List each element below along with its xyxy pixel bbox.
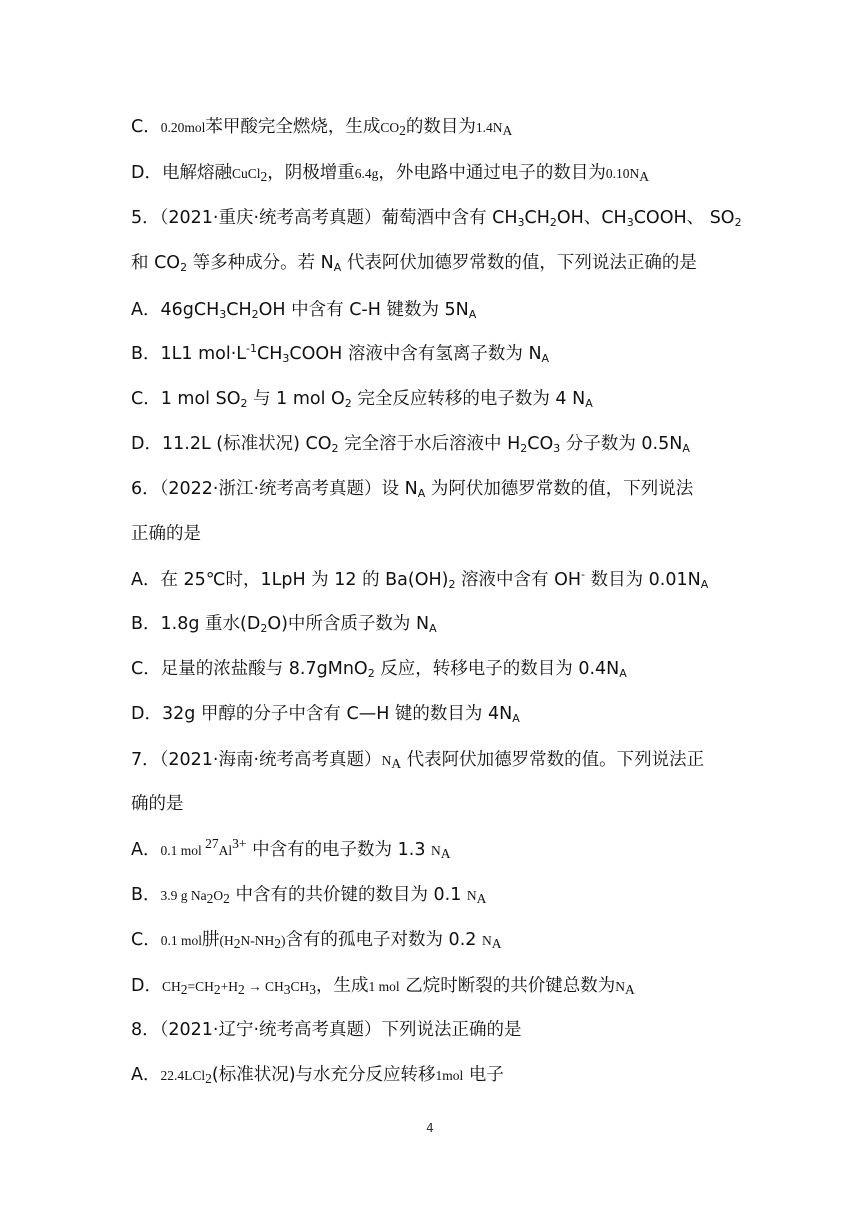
line-text: 苯甲酸完全燃烧，生成 [205,117,381,137]
item-label: A． [131,570,161,590]
script-text: 2 [240,397,248,410]
text-line [131,298,751,322]
item-label: 5． [131,208,160,228]
line-text: （2021·重庆·统考高考真题）葡萄酒中含有 CH [159,208,518,228]
formula-text: A [491,936,502,951]
formula-text: 3+ [232,836,247,851]
formula-text: 22.4LCl [160,1068,206,1083]
item-label: B． [131,344,161,364]
formula-text: 0.10N [605,166,640,181]
text-line [131,1018,751,1042]
formula-text: CH [161,979,181,994]
formula-text: 2 [399,123,406,138]
line-text: 等多种成分。若 N [187,253,334,273]
formula-text: 2 [206,891,214,906]
formula-text: A [476,891,487,906]
formula-text: ) [281,933,286,948]
formula-text: 1mol [435,1068,464,1083]
line-text: 电子 [463,1065,504,1085]
formula-text: Al [218,843,233,858]
formula-text: 3 [283,982,291,997]
line-text: 中含有的共价键的数目为 0.1 [229,885,467,905]
line-text: 含有的孤电子对数为 0.2 [285,930,482,950]
page-number: 4 [426,1121,434,1135]
line-text: ，外电路中通过电子的数目为 [378,163,606,183]
line-text: 1.8g 重水(D [160,614,261,634]
formula-text: CuCl [231,166,261,181]
line-text: （2021·辽宁·统考高考真题）下列说法正确的是 [159,1020,522,1040]
formula-text: 2 [233,936,241,951]
formula-text: =CH [187,979,214,994]
script-text: A [585,397,593,410]
line-text: 溶液中含有 OH [455,570,582,590]
line-text: 1L1 mol·L [160,344,247,364]
formula-text: 6.4g [354,166,379,181]
text-line [131,883,751,908]
formula-text: +H [220,979,238,994]
line-text: OH 中含有 C-H 键数为 5N [258,300,469,320]
script-text: 2 [251,308,259,321]
line-text: 足量的浓盐酸与 8.7gMnO [160,659,368,679]
script-text: 2 [520,442,528,455]
text-line [131,1063,751,1088]
formula-text: 0.1 mol [160,933,202,948]
line-text: 反应，转移电子的数目为 0.4N [374,659,620,679]
script-text: 3 [282,352,290,365]
line-text: 1 mol SO [160,389,241,409]
text-line [131,568,751,592]
script-text: A [700,578,709,591]
text-line [131,838,751,863]
line-text: 46gCH [160,300,220,320]
line-text: 完全溶于水后溶液中 H [338,434,521,454]
script-text: 2 [367,667,375,680]
formula-text: 2 [238,982,245,997]
line-text: 11.2L (标准状况) CO [161,434,332,454]
line-text: ，生成 [316,976,369,996]
item-label: C． [131,930,161,950]
text-line [131,387,751,411]
line-text: 完全反应转移的电子数为 4 N [351,389,586,409]
script-text: 2 [331,442,339,455]
script-text: - [581,568,586,581]
item-label: 7． [131,750,160,770]
script-text: -1 [246,342,257,355]
formula-text: 2 [180,982,188,997]
item-label: D． [131,976,162,996]
formula-text: → CH [244,979,284,994]
script-text: A [417,487,426,500]
item-label: A． [131,840,161,860]
text-line [131,792,751,816]
line-text: 数目为 0.01N [585,570,701,590]
item-label: B． [131,885,161,905]
script-text: 3 [626,216,634,229]
line-text: (标准状况)与水充分反应转移 [211,1065,436,1085]
script-text: A [619,667,627,680]
formula-text: O [213,888,224,903]
item-label: 6． [131,479,160,499]
text-line [131,342,751,366]
text-line [131,522,751,546]
formula-text: 2 [274,936,281,951]
text-line [131,928,751,953]
formula-text: 2 [223,891,230,906]
formula-text: CO [380,120,400,135]
line-text: 与 1 mol O [247,389,345,409]
script-text: 2 [448,578,456,591]
script-text: 2 [734,216,742,229]
formula-text: 1.4N [475,120,503,135]
line-text: 为阿伏加德罗常数的值，下列说法 [425,479,694,499]
formula-text: CH [290,979,310,994]
line-text: 确的是 [131,794,184,814]
script-text: A [333,261,342,274]
formula-text: 2 [213,982,221,997]
formula-text: A [624,982,635,997]
text-line [131,161,751,186]
text-line [131,657,751,681]
formula-text: 0.20mol [160,120,206,135]
item-label: D． [131,704,162,724]
script-text: A [429,622,437,635]
line-text: 电解熔融 [161,163,232,183]
item-label: C． [131,117,161,137]
script-text: 3 [219,308,227,321]
formula-text: A [639,169,649,184]
formula-text: N [431,843,441,858]
text-line [131,748,751,773]
script-text: A [512,712,520,725]
text-line [131,702,751,726]
line-text: CO [527,434,554,454]
line-text: O)中所含质子数为 N [267,614,430,634]
item-label: A． [131,1065,161,1085]
line-text: （2022·浙江·统考高考真题）设 N [159,479,418,499]
text-line [131,251,751,275]
item-label: C． [131,659,161,679]
script-text: 3 [553,442,561,455]
item-label: C． [131,389,161,409]
script-text: 2 [180,261,188,274]
line-text: 中含有的电子数为 1.3 [246,840,432,860]
script-text: 2 [260,622,268,635]
formula-text: 0.1 mol [160,843,206,858]
formula-text: A [440,846,451,861]
script-text: A [468,308,477,321]
script-text: 3 [517,216,525,229]
script-text: 2 [549,216,557,229]
line-text: 在 25℃时，1LpH 为 12 的 Ba(OH) [160,570,449,590]
formula-text: 3.9 g Na [160,888,207,903]
line-text: 分子数为 0.5N [560,434,683,454]
formula-text: (H [219,933,234,948]
item-label: D． [131,163,162,183]
formula-text: 3 [309,982,317,997]
line-text: COOH、 SO [633,208,735,228]
script-text: 2 [344,397,352,410]
text-line [131,432,751,456]
line-text: 代表阿伏加德罗常数的值。下列说法正 [401,750,705,770]
line-text: 乙烷时断裂的共价键总数为 [399,976,616,996]
formula-text: 2 [260,169,268,184]
line-text: 正确的是 [131,524,201,544]
line-text: CH [257,344,283,364]
line-text: 的数目为 [405,117,476,137]
item-label: 8． [131,1020,160,1040]
item-label: B． [131,614,161,634]
text-line [131,206,751,230]
item-label: A． [131,300,161,320]
line-text: 32g 甲醇的分子中含有 C—H 键的数目为 4N [161,704,513,724]
formula-text: N [381,753,392,768]
line-text: （2021·海南·统考高考真题） [159,750,382,770]
line-text: CH [524,208,550,228]
formula-text: A [502,123,513,138]
line-text: 代表阿伏加德罗常数的值，下列说法正确的是 [341,253,697,273]
text-line [131,477,751,501]
formula-text: 27 [205,836,219,851]
script-text: A [682,442,690,455]
line-text: OH、CH [556,208,627,228]
formula-text: 2 [205,1071,212,1086]
formula-text: N [466,888,477,903]
formula-text: N [615,979,625,994]
formula-text: A [391,756,402,771]
formula-text: N [481,933,492,948]
item-label: D． [131,434,162,454]
text-line [131,612,751,636]
text-line [131,115,751,140]
formula-text: 1 mol [368,979,400,994]
line-text: CH [226,300,252,320]
text-line [131,974,751,999]
line-text: 肼 [202,930,220,950]
line-text: 和 CO [131,253,181,273]
script-text: A [541,352,550,365]
line-text: COOH 溶液中含有氢离子数为 N [289,344,542,364]
line-text: ，阴极增重 [267,163,355,183]
formula-text: N-NH [240,933,275,948]
